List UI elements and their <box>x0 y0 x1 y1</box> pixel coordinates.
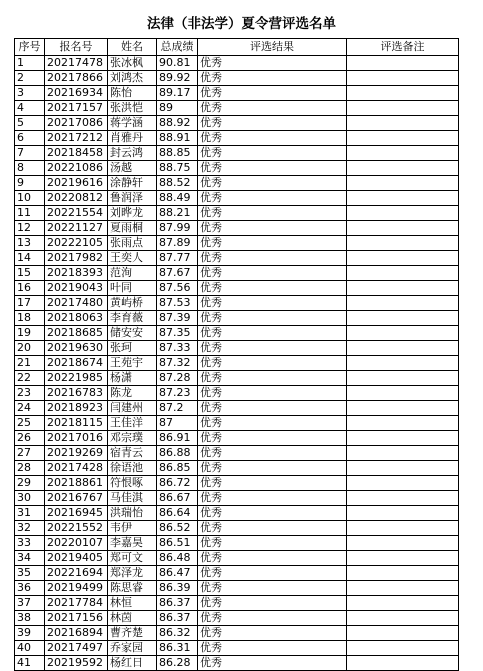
cell-result: 优秀 <box>198 146 347 161</box>
table-row <box>15 656 459 671</box>
cell-result: 优秀 <box>198 116 347 131</box>
cell-index: 16 <box>15 281 45 296</box>
cell-name: 闫建州 <box>108 401 157 416</box>
cell-index: 25 <box>15 416 45 431</box>
cell-total-score: 87.67 <box>157 266 198 281</box>
cell-total-score: 87.53 <box>157 296 198 311</box>
cell-remarks <box>347 251 459 266</box>
cell-result: 优秀 <box>198 566 347 581</box>
cell-registration-no: 20219269 <box>45 446 108 461</box>
cell-total-score: 86.39 <box>157 581 198 596</box>
cell-total-score: 87.35 <box>157 326 198 341</box>
table-row <box>15 71 459 86</box>
cell-registration-no: 20221552 <box>45 521 108 536</box>
cell-registration-no: 20218861 <box>45 476 108 491</box>
cell-index: 38 <box>15 611 45 626</box>
cell-total-score: 89.17 <box>157 86 198 101</box>
cell-result: 优秀 <box>198 311 347 326</box>
cell-index: 22 <box>15 371 45 386</box>
cell-name: 王苑宇 <box>108 356 157 371</box>
cell-total-score: 86.51 <box>157 536 198 551</box>
cell-registration-no: 20216783 <box>45 386 108 401</box>
cell-remarks <box>347 56 459 71</box>
cell-index: 9 <box>15 176 45 191</box>
cell-remarks <box>347 86 459 101</box>
cell-result: 优秀 <box>198 461 347 476</box>
table-row <box>15 641 459 656</box>
table-row <box>15 311 459 326</box>
cell-registration-no: 20217982 <box>45 251 108 266</box>
table-row <box>15 296 459 311</box>
cell-index: 8 <box>15 161 45 176</box>
table-row <box>15 236 459 251</box>
cell-registration-no: 20216934 <box>45 86 108 101</box>
cell-registration-no: 20217784 <box>45 596 108 611</box>
cell-total-score: 87.28 <box>157 371 198 386</box>
cell-index: 11 <box>15 206 45 221</box>
cell-result: 优秀 <box>198 296 347 311</box>
cell-registration-no: 20217866 <box>45 71 108 86</box>
cell-registration-no: 20217016 <box>45 431 108 446</box>
cell-remarks <box>347 581 459 596</box>
cell-index: 4 <box>15 101 45 116</box>
table-row <box>15 596 459 611</box>
cell-registration-no: 20216945 <box>45 506 108 521</box>
cell-registration-no: 20217157 <box>45 101 108 116</box>
cell-index: 33 <box>15 536 45 551</box>
results-table <box>14 38 459 671</box>
cell-name: 马佳淇 <box>108 491 157 506</box>
cell-total-score: 88.52 <box>157 176 198 191</box>
cell-result: 优秀 <box>198 656 347 671</box>
cell-name: 张洪恺 <box>108 101 157 116</box>
cell-result: 优秀 <box>198 281 347 296</box>
cell-index: 40 <box>15 641 45 656</box>
cell-result: 优秀 <box>198 401 347 416</box>
table-row <box>15 581 459 596</box>
cell-remarks <box>347 176 459 191</box>
cell-total-score: 86.31 <box>157 641 198 656</box>
cell-name: 邓宗璞 <box>108 431 157 446</box>
header-registration-no: 报名号 <box>45 39 108 56</box>
cell-remarks <box>347 641 459 656</box>
table-row <box>15 86 459 101</box>
cell-total-score: 87.32 <box>157 356 198 371</box>
cell-registration-no: 20221554 <box>45 206 108 221</box>
cell-total-score: 89 <box>157 101 198 116</box>
cell-index: 36 <box>15 581 45 596</box>
cell-result: 优秀 <box>198 356 347 371</box>
cell-remarks <box>347 281 459 296</box>
cell-registration-no: 20218674 <box>45 356 108 371</box>
table-row <box>15 506 459 521</box>
cell-total-score: 86.91 <box>157 431 198 446</box>
cell-name: 曹齐楚 <box>108 626 157 641</box>
cell-registration-no: 20220812 <box>45 191 108 206</box>
cell-index: 30 <box>15 491 45 506</box>
cell-remarks <box>347 236 459 251</box>
cell-registration-no: 20216894 <box>45 626 108 641</box>
cell-registration-no: 20217480 <box>45 296 108 311</box>
table-row <box>15 251 459 266</box>
cell-total-score: 86.85 <box>157 461 198 476</box>
cell-result: 优秀 <box>198 446 347 461</box>
header-result: 评选结果 <box>198 39 347 56</box>
cell-total-score: 87.77 <box>157 251 198 266</box>
cell-total-score: 87.89 <box>157 236 198 251</box>
cell-index: 17 <box>15 296 45 311</box>
table-row <box>15 101 459 116</box>
cell-total-score: 89.92 <box>157 71 198 86</box>
cell-name: 徐语池 <box>108 461 157 476</box>
cell-index: 20 <box>15 341 45 356</box>
cell-name: 李育薇 <box>108 311 157 326</box>
cell-index: 37 <box>15 596 45 611</box>
table-row <box>15 206 459 221</box>
table-row <box>15 611 459 626</box>
cell-registration-no: 20221127 <box>45 221 108 236</box>
cell-index: 1 <box>15 56 45 71</box>
cell-index: 6 <box>15 131 45 146</box>
cell-result: 优秀 <box>198 416 347 431</box>
cell-name: 刘晔龙 <box>108 206 157 221</box>
cell-remarks <box>347 221 459 236</box>
cell-total-score: 88.92 <box>157 116 198 131</box>
cell-name: 张雨点 <box>108 236 157 251</box>
cell-remarks <box>347 296 459 311</box>
cell-total-score: 86.52 <box>157 521 198 536</box>
cell-index: 35 <box>15 566 45 581</box>
cell-name: 范洵 <box>108 266 157 281</box>
cell-name: 鲁润泽 <box>108 191 157 206</box>
cell-result: 优秀 <box>198 341 347 356</box>
cell-result: 优秀 <box>198 101 347 116</box>
cell-remarks <box>347 266 459 281</box>
cell-result: 优秀 <box>198 236 347 251</box>
cell-registration-no: 20218923 <box>45 401 108 416</box>
cell-index: 28 <box>15 461 45 476</box>
table-row <box>15 536 459 551</box>
cell-remarks <box>347 71 459 86</box>
cell-name: 郑可文 <box>108 551 157 566</box>
cell-registration-no: 20221086 <box>45 161 108 176</box>
table-row <box>15 386 459 401</box>
table-row <box>15 191 459 206</box>
cell-remarks <box>347 326 459 341</box>
cell-total-score: 87.99 <box>157 221 198 236</box>
cell-total-score: 86.37 <box>157 611 198 626</box>
cell-result: 优秀 <box>198 56 347 71</box>
cell-index: 31 <box>15 506 45 521</box>
cell-registration-no: 20219592 <box>45 656 108 671</box>
cell-result: 优秀 <box>198 206 347 221</box>
header-index: 序号 <box>15 39 45 56</box>
cell-index: 15 <box>15 266 45 281</box>
cell-remarks <box>347 416 459 431</box>
header-total-score: 总成绩 <box>157 39 198 56</box>
cell-name: 乔家园 <box>108 641 157 656</box>
cell-total-score: 86.47 <box>157 566 198 581</box>
cell-registration-no: 20219043 <box>45 281 108 296</box>
cell-remarks <box>347 491 459 506</box>
cell-total-score: 86.37 <box>157 596 198 611</box>
cell-index: 14 <box>15 251 45 266</box>
cell-registration-no: 20221985 <box>45 371 108 386</box>
table-row <box>15 446 459 461</box>
cell-remarks <box>347 446 459 461</box>
cell-name: 蒋学涵 <box>108 116 157 131</box>
table-row <box>15 626 459 641</box>
cell-total-score: 86.67 <box>157 491 198 506</box>
table-row <box>15 341 459 356</box>
table-row <box>15 416 459 431</box>
cell-result: 优秀 <box>198 371 347 386</box>
table-row <box>15 176 459 191</box>
cell-index: 13 <box>15 236 45 251</box>
cell-result: 优秀 <box>198 641 347 656</box>
cell-registration-no: 20217497 <box>45 641 108 656</box>
cell-result: 优秀 <box>198 86 347 101</box>
cell-remarks <box>347 431 459 446</box>
cell-total-score: 86.32 <box>157 626 198 641</box>
cell-remarks <box>347 566 459 581</box>
cell-result: 优秀 <box>198 326 347 341</box>
cell-remarks <box>347 101 459 116</box>
cell-name: 涂静轩 <box>108 176 157 191</box>
cell-total-score: 87 <box>157 416 198 431</box>
cell-name: 张珂 <box>108 341 157 356</box>
table-row <box>15 356 459 371</box>
table-row <box>15 116 459 131</box>
table-row <box>15 491 459 506</box>
cell-remarks <box>347 521 459 536</box>
cell-result: 优秀 <box>198 581 347 596</box>
cell-registration-no: 20217156 <box>45 611 108 626</box>
cell-total-score: 88.91 <box>157 131 198 146</box>
cell-result: 优秀 <box>198 596 347 611</box>
cell-result: 优秀 <box>198 611 347 626</box>
cell-remarks <box>347 536 459 551</box>
cell-index: 10 <box>15 191 45 206</box>
cell-remarks <box>347 611 459 626</box>
cell-index: 3 <box>15 86 45 101</box>
cell-name: 储安安 <box>108 326 157 341</box>
cell-remarks <box>347 386 459 401</box>
cell-remarks <box>347 371 459 386</box>
cell-result: 优秀 <box>198 131 347 146</box>
cell-remarks <box>347 206 459 221</box>
cell-index: 23 <box>15 386 45 401</box>
cell-registration-no: 20217478 <box>45 56 108 71</box>
table-row <box>15 431 459 446</box>
cell-name: 李嘉昊 <box>108 536 157 551</box>
cell-registration-no: 20219630 <box>45 341 108 356</box>
cell-index: 18 <box>15 311 45 326</box>
cell-name: 封云鸿 <box>108 146 157 161</box>
cell-name: 汤越 <box>108 161 157 176</box>
cell-registration-no: 20219499 <box>45 581 108 596</box>
table-row <box>15 146 459 161</box>
cell-registration-no: 20218115 <box>45 416 108 431</box>
cell-index: 21 <box>15 356 45 371</box>
cell-name: 郑泽龙 <box>108 566 157 581</box>
cell-name: 黄屿桥 <box>108 296 157 311</box>
cell-registration-no: 20218685 <box>45 326 108 341</box>
cell-name: 肖雅丹 <box>108 131 157 146</box>
cell-remarks <box>347 461 459 476</box>
table-row <box>15 461 459 476</box>
cell-name: 叶同 <box>108 281 157 296</box>
cell-registration-no: 20221694 <box>45 566 108 581</box>
cell-name: 宿青云 <box>108 446 157 461</box>
cell-remarks <box>347 596 459 611</box>
table-row <box>15 131 459 146</box>
cell-total-score: 87.23 <box>157 386 198 401</box>
cell-result: 优秀 <box>198 476 347 491</box>
cell-result: 优秀 <box>198 521 347 536</box>
table-row <box>15 266 459 281</box>
cell-remarks <box>347 656 459 671</box>
table-row <box>15 56 459 71</box>
cell-name: 林恒 <box>108 596 157 611</box>
cell-total-score: 86.72 <box>157 476 198 491</box>
table-row <box>15 221 459 236</box>
table-row <box>15 371 459 386</box>
table-body <box>15 56 459 671</box>
cell-index: 39 <box>15 626 45 641</box>
cell-result: 优秀 <box>198 386 347 401</box>
cell-index: 32 <box>15 521 45 536</box>
cell-index: 27 <box>15 446 45 461</box>
cell-name: 夏雨桐 <box>108 221 157 236</box>
cell-remarks <box>347 506 459 521</box>
table-row <box>15 566 459 581</box>
cell-registration-no: 20220107 <box>45 536 108 551</box>
cell-result: 优秀 <box>198 506 347 521</box>
cell-result: 优秀 <box>198 491 347 506</box>
cell-index: 5 <box>15 116 45 131</box>
cell-index: 34 <box>15 551 45 566</box>
cell-registration-no: 20218458 <box>45 146 108 161</box>
cell-name: 张冰枫 <box>108 56 157 71</box>
cell-total-score: 87.2 <box>157 401 198 416</box>
cell-result: 优秀 <box>198 71 347 86</box>
cell-name: 洪瑞怡 <box>108 506 157 521</box>
cell-name: 陈思睿 <box>108 581 157 596</box>
cell-name: 林茵 <box>108 611 157 626</box>
cell-result: 优秀 <box>198 626 347 641</box>
cell-remarks <box>347 191 459 206</box>
cell-registration-no: 20217212 <box>45 131 108 146</box>
cell-name: 韦伊 <box>108 521 157 536</box>
cell-result: 优秀 <box>198 221 347 236</box>
cell-index: 19 <box>15 326 45 341</box>
table-row <box>15 401 459 416</box>
cell-registration-no: 20218393 <box>45 266 108 281</box>
cell-registration-no: 20218063 <box>45 311 108 326</box>
cell-remarks <box>347 356 459 371</box>
cell-name: 王佳洋 <box>108 416 157 431</box>
cell-index: 7 <box>15 146 45 161</box>
cell-name: 符恨啄 <box>108 476 157 491</box>
cell-total-score: 86.28 <box>157 656 198 671</box>
table-row <box>15 161 459 176</box>
cell-remarks <box>347 311 459 326</box>
cell-remarks <box>347 341 459 356</box>
cell-name: 刘鸿杰 <box>108 71 157 86</box>
cell-result: 优秀 <box>198 551 347 566</box>
cell-remarks <box>347 161 459 176</box>
cell-result: 优秀 <box>198 431 347 446</box>
cell-total-score: 86.64 <box>157 506 198 521</box>
cell-remarks <box>347 116 459 131</box>
cell-name: 杨红日 <box>108 656 157 671</box>
cell-registration-no: 20219616 <box>45 176 108 191</box>
table-header-row <box>15 39 459 56</box>
cell-total-score: 87.33 <box>157 341 198 356</box>
cell-total-score: 87.39 <box>157 311 198 326</box>
cell-index: 41 <box>15 656 45 671</box>
cell-result: 优秀 <box>198 266 347 281</box>
cell-index: 29 <box>15 476 45 491</box>
table-row <box>15 326 459 341</box>
cell-name: 王奕人 <box>108 251 157 266</box>
cell-registration-no: 20217428 <box>45 461 108 476</box>
table-row <box>15 551 459 566</box>
cell-remarks <box>347 401 459 416</box>
cell-registration-no: 20216767 <box>45 491 108 506</box>
cell-registration-no: 20219405 <box>45 551 108 566</box>
cell-name: 陈龙 <box>108 386 157 401</box>
header-remarks: 评选备注 <box>347 39 459 56</box>
cell-result: 优秀 <box>198 191 347 206</box>
cell-total-score: 88.85 <box>157 146 198 161</box>
cell-result: 优秀 <box>198 176 347 191</box>
table-row <box>15 281 459 296</box>
cell-index: 2 <box>15 71 45 86</box>
cell-total-score: 88.49 <box>157 191 198 206</box>
cell-registration-no: 20217086 <box>45 116 108 131</box>
cell-name: 陈怡 <box>108 86 157 101</box>
header-name: 姓名 <box>108 39 157 56</box>
cell-total-score: 90.81 <box>157 56 198 71</box>
page-title: 法律（非法学）夏令营评选名单 <box>147 16 336 32</box>
cell-total-score: 86.48 <box>157 551 198 566</box>
cell-remarks <box>347 551 459 566</box>
cell-registration-no: 20222105 <box>45 236 108 251</box>
cell-result: 优秀 <box>198 251 347 266</box>
table-row <box>15 476 459 491</box>
cell-total-score: 86.88 <box>157 446 198 461</box>
table-row <box>15 521 459 536</box>
cell-remarks <box>347 131 459 146</box>
cell-result: 优秀 <box>198 536 347 551</box>
cell-total-score: 88.21 <box>157 206 198 221</box>
cell-remarks <box>347 626 459 641</box>
cell-name: 杨潇 <box>108 371 157 386</box>
cell-index: 24 <box>15 401 45 416</box>
cell-total-score: 87.56 <box>157 281 198 296</box>
cell-index: 26 <box>15 431 45 446</box>
cell-total-score: 88.75 <box>157 161 198 176</box>
cell-result: 优秀 <box>198 161 347 176</box>
cell-remarks <box>347 146 459 161</box>
cell-remarks <box>347 476 459 491</box>
cell-index: 12 <box>15 221 45 236</box>
